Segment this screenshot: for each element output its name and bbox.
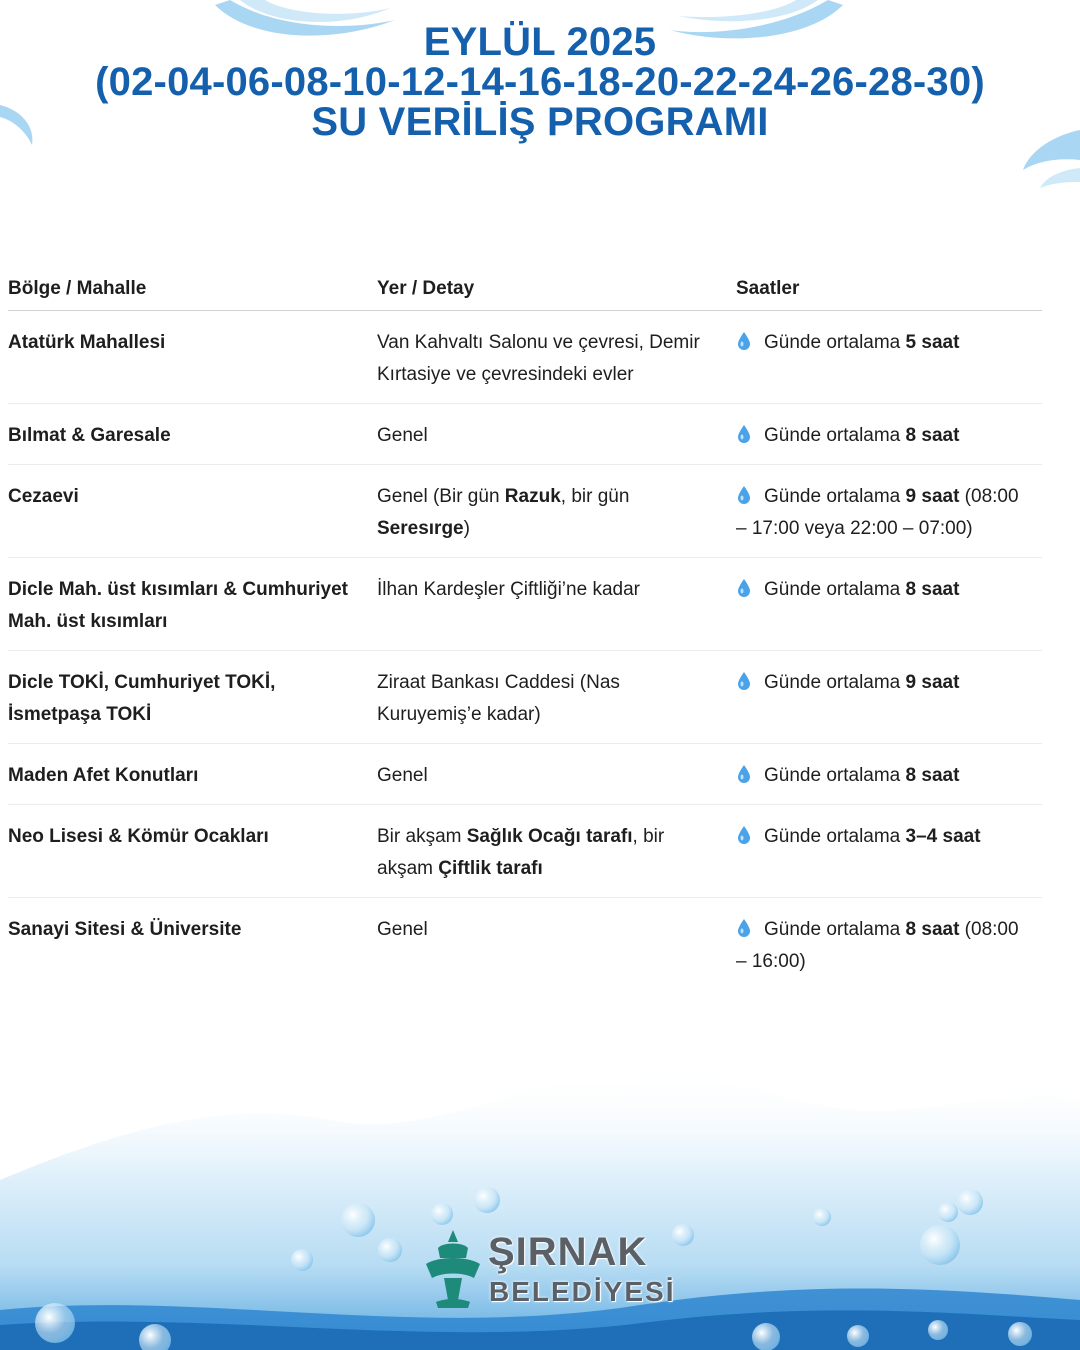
header-hours: Saatler: [736, 270, 1042, 311]
water-drop-icon: [736, 424, 752, 444]
hours-cell: Günde ortalama 8 saat: [736, 558, 1042, 651]
detail-cell: Genel: [377, 744, 736, 805]
table-row: [8, 651, 1042, 744]
water-drop-icon: [736, 331, 752, 351]
water-drop-icon: [736, 578, 752, 598]
logo-subtitle: BELEDİYESİ: [489, 1276, 676, 1307]
water-drop-icon: [736, 918, 752, 938]
detail-cell: İlhan Kardeşler Çiftliği’ne kadar: [377, 558, 736, 651]
detail-cell: Genel: [377, 404, 736, 465]
region-cell: Bılmat & Garesale: [8, 404, 377, 465]
water-drop-icon: [736, 825, 752, 845]
water-drop-icon: [736, 671, 752, 691]
table-row: [8, 311, 1042, 404]
header-region: Bölge / Mahalle: [8, 270, 377, 311]
hours-cell: Günde ortalama 5 saat: [736, 311, 1042, 404]
hours-cell: Günde ortalama 8 saat: [736, 404, 1042, 465]
table-row: [8, 805, 1042, 898]
detail-cell: Genel (Bir gün Razuk, bir gün Seresırge): [377, 465, 736, 558]
detail-cell: Genel: [377, 919, 428, 940]
hours-cell: Günde ortalama 9 saat: [736, 651, 1042, 744]
title-month: EYLÜL 2025: [423, 20, 657, 64]
hours-cell: Günde ortalama 9 saat (08:00 – 17:00 veya 22:00 – 07:00): [736, 465, 1042, 558]
table-header-row: [8, 270, 1042, 311]
table-row: [8, 404, 1042, 465]
hours-cell: Günde ortalama 3–4 saat: [736, 805, 1042, 898]
belediye-logo-icon: [418, 1228, 488, 1310]
region-cell: Maden Afet Konutları: [8, 744, 377, 805]
page-title: [0, 22, 1080, 142]
title-dates: (02-04-06-08-10-12-14-16-18-20-22-24-26-28-30): [95, 60, 985, 104]
region-cell: Sanayi Sitesi & Üniversite: [8, 919, 242, 940]
region-cell: Dicle Mah. üst kısımları & Cumhuriyet Mah. üst kısımları: [8, 558, 377, 651]
region-cell: Neo Lisesi & Kömür Ocakları: [8, 805, 377, 898]
detail-cell: Ziraat Bankası Caddesi (Nas Kuruyemiş’e kadar): [377, 651, 736, 744]
region-cell: Cezaevi: [8, 465, 377, 558]
water-drop-icon: [736, 485, 752, 505]
water-drop-icon: [736, 764, 752, 784]
hours-cell: Günde ortalama 8 saat (08:00 – 16:00): [736, 919, 1019, 972]
logo-name: ŞIRNAK: [488, 1230, 648, 1274]
detail-cell: Van Kahvaltı Salonu ve çevresi, Demir Kırtasiye ve çevresindeki evler: [377, 311, 736, 404]
table-row: [8, 558, 1042, 651]
detail-cell: Bir akşam Sağlık Ocağı tarafı, bir akşam Çiftlik tarafı: [377, 805, 736, 898]
schedule-table: [8, 270, 1042, 990]
header-detail: Yer / Detay: [377, 270, 736, 311]
table-row: [8, 744, 1042, 805]
title-program: SU VERİLİŞ PROGRAMI: [311, 100, 769, 144]
region-cell: Dicle TOKİ, Cumhuriyet TOKİ, İsmetpaşa TOKİ: [8, 651, 377, 744]
table-row: [8, 465, 1042, 558]
table-row: [8, 898, 1042, 991]
hours-cell: Günde ortalama 8 saat: [736, 744, 1042, 805]
region-cell: Atatürk Mahallesi: [8, 311, 377, 404]
